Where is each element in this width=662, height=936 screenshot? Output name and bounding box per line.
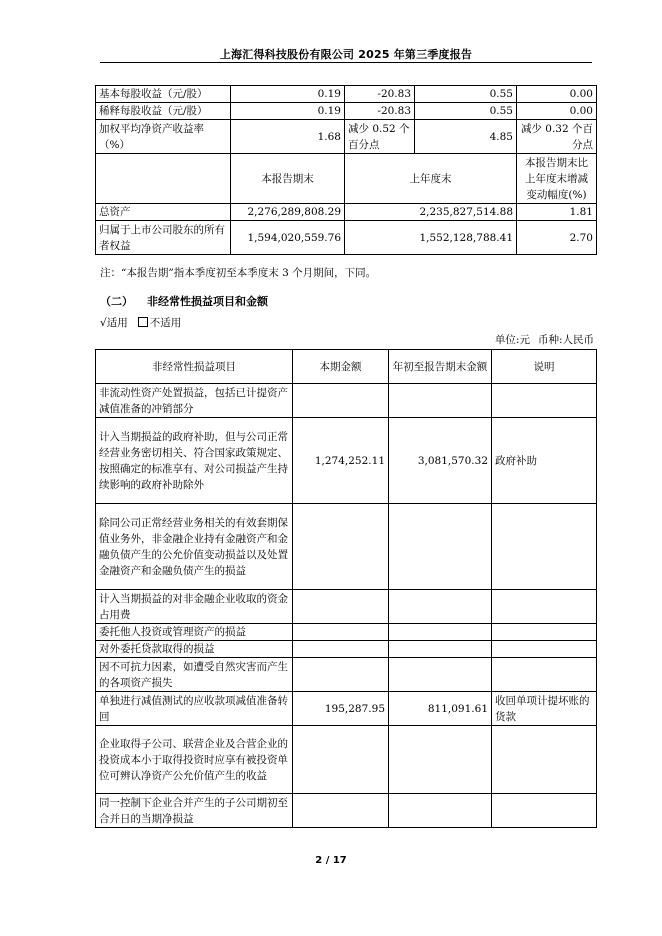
description — [492, 624, 597, 641]
non-recurring-items-table — [95, 349, 597, 828]
description — [492, 658, 597, 692]
cell-value: -20.83 — [345, 103, 415, 120]
description — [492, 726, 597, 794]
cell-value: 0.19 — [231, 103, 345, 120]
current-amount — [293, 794, 389, 828]
cell-value: 0.55 — [415, 103, 517, 120]
ytd-amount — [389, 384, 492, 418]
table-row — [96, 86, 597, 103]
table-row — [96, 204, 597, 221]
cell-value: 减少 0.52 个百分点 — [345, 120, 415, 154]
description — [492, 384, 597, 418]
item-label: 非流动性资产处置损益，包括已计提资产减值准备的冲销部分 — [96, 384, 293, 418]
applicable-checked-label: √适用 — [100, 317, 128, 329]
cell-value: 0.00 — [517, 86, 597, 103]
row-label: 归属于上市公司股东的所有者权益 — [96, 221, 231, 255]
item-label: 同一控制下企业合并产生的子公司期初至合并日的当期净损益 — [96, 794, 293, 828]
page-number: 2 / 17 — [315, 855, 347, 866]
cell-value: 4.85 — [415, 120, 517, 154]
applicability-options — [100, 315, 181, 330]
col-header-item: 非经常性损益项目 — [96, 350, 293, 384]
cell-value: 1.81 — [517, 204, 597, 221]
item-label: 单独进行减值测试的应收款项减值准备转回 — [96, 692, 293, 726]
description: 政府补助 — [492, 418, 597, 504]
row-label: 基本每股收益（元/股） — [96, 86, 231, 103]
ytd-amount: 811,091.61 — [389, 692, 492, 726]
current-amount — [293, 590, 389, 624]
cell-value: 1.68 — [231, 120, 345, 154]
current-amount — [293, 641, 389, 658]
description — [492, 590, 597, 624]
ytd-amount: 3,081,570.32 — [389, 418, 492, 504]
unit-line — [495, 332, 594, 347]
current-amount — [293, 658, 389, 692]
cell-value: -20.83 — [345, 86, 415, 103]
current-amount: 1,274,252.11 — [293, 418, 389, 504]
table-row — [96, 384, 597, 418]
section-title: 非经常性损益项目和金额 — [147, 295, 268, 308]
checkbox-empty-icon — [138, 317, 148, 327]
col-header-current-end: 本报告期末 — [231, 154, 345, 204]
item-label: 计入当期损益的对非金融企业收取的资金占用费 — [96, 590, 293, 624]
empty-cell — [96, 154, 231, 204]
table-row — [96, 120, 597, 154]
row-label: 稀释每股收益（元/股） — [96, 103, 231, 120]
table-row — [96, 794, 597, 828]
ytd-amount — [389, 590, 492, 624]
table-row — [96, 418, 597, 504]
description — [492, 794, 597, 828]
description: 收回单项计提坏账的货款 — [492, 692, 597, 726]
report-header: 上海汇得科技股份有限公司 2025 年第三季度报告 — [219, 48, 473, 61]
ytd-amount — [389, 658, 492, 692]
table-header-row — [96, 350, 597, 384]
table-row — [96, 504, 597, 590]
col-header-ytd: 年初至报告期末金额 — [389, 350, 492, 384]
table-note: 注：“本报告期”指本季度初至本季度末 3 个月期间，下同。 — [100, 267, 377, 279]
cell-value: 2,276,289,808.29 — [231, 204, 345, 221]
row-label: 总资产 — [96, 204, 231, 221]
cell-value: 0.00 — [517, 103, 597, 120]
cell-value: 减少 0.32 个百分点 — [517, 120, 597, 154]
cell-value: 1,552,128,788.41 — [345, 221, 517, 255]
item-label: 因不可抗力因素，如遭受自然灾害而产生的各项资产损失 — [96, 658, 293, 692]
header-rule — [100, 62, 592, 63]
cell-value: 2,235,827,514.88 — [345, 204, 517, 221]
item-label: 委托他人投资或管理资产的损益 — [96, 624, 293, 641]
item-label: 对外委托贷款取得的损益 — [96, 641, 293, 658]
current-amount — [293, 384, 389, 418]
section-number: （二） — [100, 295, 133, 308]
current-amount — [293, 726, 389, 794]
col-header-current: 本期金额 — [293, 350, 389, 384]
row-label: 加权平均净资产收益率（%） — [96, 120, 231, 154]
ytd-amount — [389, 641, 492, 658]
table-row — [96, 624, 597, 641]
ytd-amount — [389, 794, 492, 828]
table-row — [96, 103, 597, 120]
cell-value: 0.19 — [231, 86, 345, 103]
current-amount — [293, 504, 389, 590]
col-header-desc: 说明 — [492, 350, 597, 384]
unit-label: 单位:元 — [494, 334, 530, 346]
not-applicable-label: 不适用 — [149, 317, 182, 329]
current-amount: 195,287.95 — [293, 692, 389, 726]
table-row — [96, 692, 597, 726]
ytd-amount — [389, 726, 492, 794]
item-label: 除同公司正常经营业务相关的有效套期保值业务外，非金融企业持有金融资产和金融负债产生的公允价值变动损益以及处置金融资产和金融负债产生的损益 — [96, 504, 293, 590]
cell-value: 0.55 — [415, 86, 517, 103]
cell-value: 2.70 — [517, 221, 597, 255]
current-amount — [293, 624, 389, 641]
cell-value: 1,594,020,559.76 — [231, 221, 345, 255]
description — [492, 641, 597, 658]
col-header-change: 本报告期末比上年度末增减变动幅度(%) — [517, 154, 597, 204]
item-label: 计入当期损益的政府补助，但与公司正常经营业务密切相关、符合国家政策规定、按照确定的标准享有、对公司损益产生持续影响的政府补助除外 — [96, 418, 293, 504]
table-row — [96, 726, 597, 794]
table-row — [96, 658, 597, 692]
currency-label: 币种:人民币 — [537, 334, 594, 346]
col-header-prior-end: 上年度末 — [345, 154, 517, 204]
table-row — [96, 590, 597, 624]
ytd-amount — [389, 504, 492, 590]
table-row — [96, 221, 597, 255]
table-row — [96, 641, 597, 658]
item-label: 企业取得子公司、联营企业及合营企业的投资成本小于取得投资时应享有被投资单位可辨认净资产公允价值产生的收益 — [96, 726, 293, 794]
key-indicators-table — [95, 85, 597, 255]
table-subheader-row — [96, 154, 597, 204]
description — [492, 504, 597, 590]
ytd-amount — [389, 624, 492, 641]
section-heading — [100, 293, 268, 309]
